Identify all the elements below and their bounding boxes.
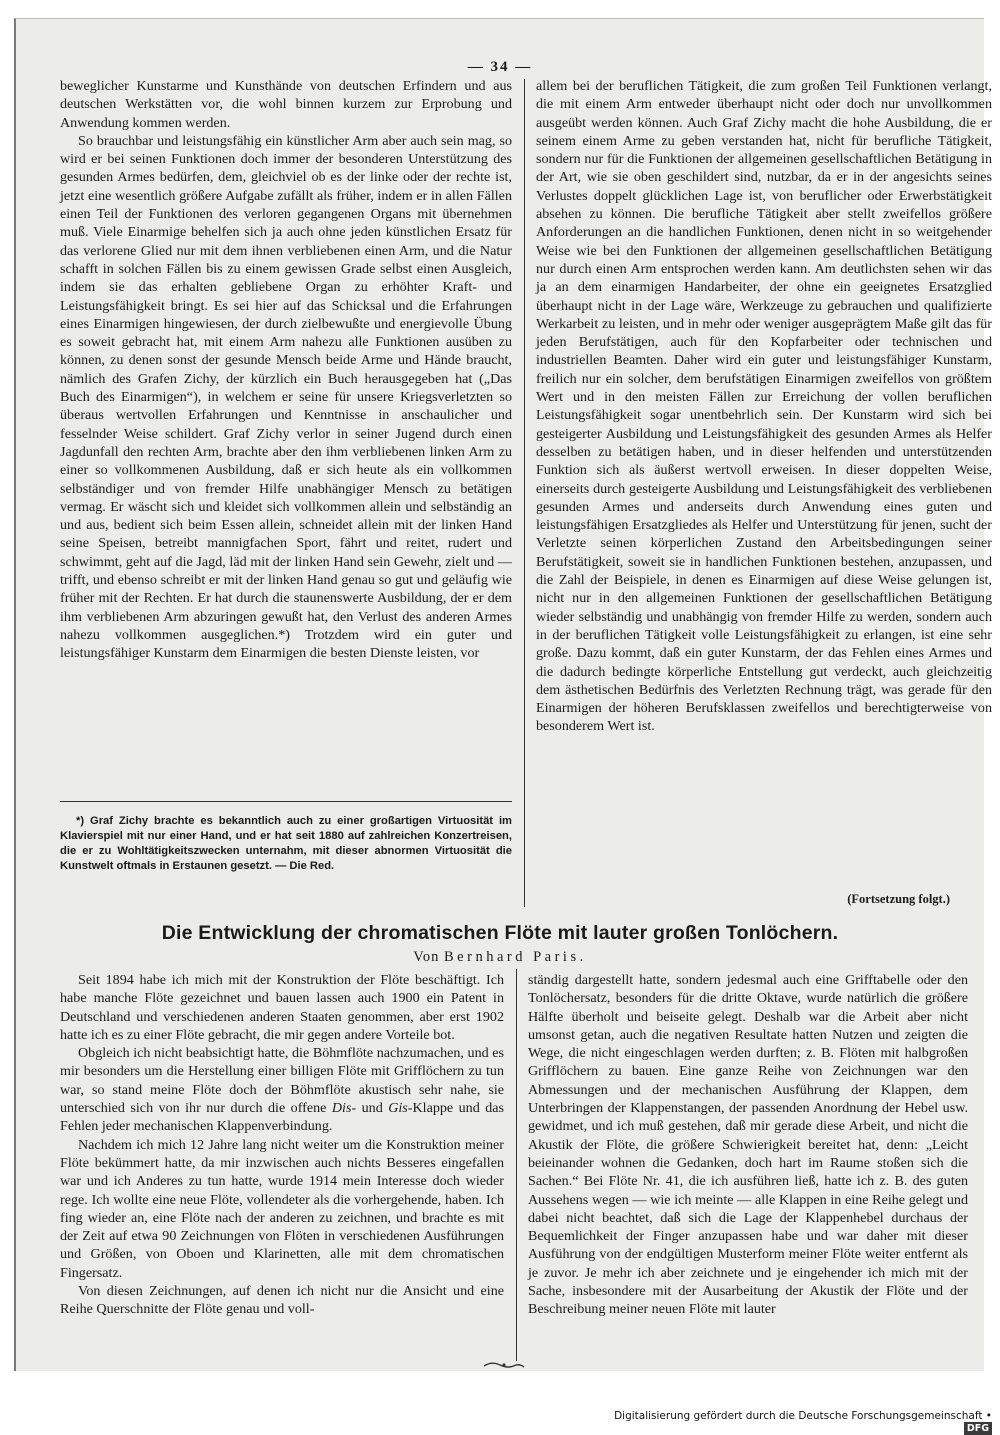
article2-title: Die Entwicklung der chromatischen Flöte mit lauter großen Tonlöchern. <box>161 922 839 944</box>
article2-left-paragraph-1: Seit 1894 habe ich mich mit der Konstruktion der Flöte beschäftigt. Ich habe manche Flöte gezeichnet und bauen lassen auch 1900 ein Patent in Deutschland und verschiedenen anderen Staaten genommen, aber erst 1902 hatte ich es zu einer Flöte gebracht, die mir gegen andere Vorteile bot. <box>60 972 504 1043</box>
continued-note: (Fortsetzung folgt.) <box>847 892 950 906</box>
page-number: — 34 — <box>467 59 533 75</box>
article2-right-column <box>528 971 968 1319</box>
credit-text: Digitalisierung gefördert durch die Deutsche Forschungsgemeinschaft • <box>614 1410 992 1422</box>
p2-text-b: und <box>361 1100 383 1117</box>
scanned-page <box>14 18 992 1371</box>
dfg-logo: DFG <box>964 1422 992 1435</box>
byline-author: Bernhard Paris. <box>444 949 587 965</box>
article1-left-paragraph-1: beweglicher Kunstarme und Kunsthände von deutschen Erfindern und aus deutschen Werkstätten vor, die wohl binnen kurzem zur Erprobung und Anwendung kommen werden. <box>60 78 512 131</box>
footnote-rule <box>60 801 512 802</box>
byline-prefix: Von <box>413 949 440 965</box>
article2-left-paragraph-2 <box>60 1044 504 1135</box>
footnote-text: *) Graf Zichy brachte es bekanntlich auch zu einer großartigen Virtuosität im Klavierspiel mit nur einer Hand, und er hat seit 1880 auf zahlreichen Konzertreisen, die er zu Wohltätigkeitszwecken unternahm, mit dieser abnormen Virtuosität die Kunstwelt oftmals in Erstaunen gesetzt. — Die Red. <box>60 815 512 872</box>
gis-key: Gis- <box>388 1100 413 1117</box>
article1-left-column <box>60 77 512 663</box>
ornament-icon <box>482 1359 526 1371</box>
dis-key: Dis- <box>331 1100 357 1117</box>
article1-right-paragraph-1: allem bei der beruflichen Tätigkeit, die zum großen Teil Funktionen verlangt, die mit einem Arm entweder überhaupt nicht oder doch nur unvollkommen ausgeübt werden können. Auch Graf Zichy macht die hohe Ausbildung, die er seinem einem Arme zu geben verstanden hat, nicht für berufliche Tätigkeit, sondern nur für die Funktionen der allgemeinen gesellschaftlichen Betätigung in der Art, wie sie oben geschildert sind, nutzbar, da er in der angesichts seines Verlustes doppelt glücklichen Lage ist, von beruflicher oder Erwerbstätigkeit absehen zu können. Die berufliche Tätigkeit aber stellt zweifellos größere Anforderungen an die handlichen Funktionen, denen nicht in so weitgehender Weise wie bei den Funktionen der allgemeinen gesellschaftlichen Betätigung nur durch einen Arm entsprochen werden kann. Am deutlichsten sehen wir das ja an dem einarmigen Handarbeiter, der ohne ein geeignetes Ersatzglied überhaupt nicht in der Lage wäre, Werkzeuge zu gebrauchen und qualifizierte Werkarbeit zu leisten, und in mehr oder weniger ausgeprägtem Maße gilt das für jeden Berufstätigen, auch für den Kopfarbeiter oder technischen und industriellen Beamten. Daher wird ein guter und leistungsfähiger Kunstarm, freilich nur ein solcher, dem berufstätigen Einarmigen zweifellos von größtem Wert und in den meisten Fällen zur Erreichung der vollen beruflichen Leistungsfähigkeit sogar unentbehrlich sein. Der Kunstarm wird sich bei gesteigerter Ausbildung und Leistungsfähigkeit des gesunden Armes als Helfer desselben zu betätigen haben, und in dieser helfenden und unterstützenden Funktion sich als äußerst wertvoll erweisen. In dieser doppelten Weise, einerseits durch gesteigerte Ausbildung und Leistungsfähigkeit des verbliebenen gesunden Armes und anderseits durch Anwendung eines guten und leistungsfähigen Ersatzgliedes als Helfer und Unterstützung für jenen, sucht der Verletzte seinen körperlichen Zustand den Arbeitsbedingungen seiner Berufstätigkeit, soweit sie in handlichen Funktionen bestehen, anzupassen, und die Zahl der Beispiele, in denen es Einarmigen auf diese Weise gelungen ist, nicht nur in den allgemeinen Funktionen der gesellschaftlichen Betätigung wieder selbständig und unabhängig von fremder Hilfe zu werden, sondern auch in der beruflichen Tätigkeit volle Leistungsfähigkeit zu erlangen, ist eine sehr große. Dazu kommt, daß ein guter Kunstarm, der das Fehlen eines Armes und die dadurch bedingte körperliche Entstellung gut verdeckt, auch gleichzeitig dem ästhetischen Bedürfnis des Verletzten Rechnung trägt, was gerade für den Einarmigen der höheren Berufsklassen zweifellos und berechtigterweise von besonderem Wert ist. <box>536 78 992 735</box>
p2-text-a: Obgleich ich nicht beabsichtigt hatte, die Böhmflöte nachzumachen, und es mir besonders um die Herstellung einer billigen Flöte mit Grifflöchern zu tun war, so stand meine Flöte doch der Böhmflöte akustisch sehr nahe, sie unterschied sich von ihr nur durch die offene <box>60 1045 504 1117</box>
p2-text-c: Klappe und das Fehlen jeder mechanischen Klappenverbindung. <box>60 1100 504 1135</box>
column-divider-top <box>524 79 525 907</box>
column-divider-bottom <box>516 969 517 1361</box>
article2-byline <box>16 949 984 966</box>
article2-left-column <box>60 971 504 1319</box>
article2-left-paragraph-4: Von diesen Zeichnungen, auf denen ich nicht nur die Ansicht und eine Reihe Querschnitte der Flöte genau und voll- <box>60 1283 504 1318</box>
article2-left-paragraph-3: Nachdem ich mich 12 Jahre lang nicht weiter um die Konstruktion meiner Flöte bekümmert hatte, da mir inzwischen auch nichts Besseres eingefallen war und ich Anderes zu tun hatte, wurde 1914 mein Interesse doch wieder rege. Ich wollte eine neue Flöte, vollendeter als die vorhergehende, haben. Ich fing wieder an, eine Flöte nach der anderen zu zeichnen, und brachte es mit der Zeit auf etwa 90 Zeichnungen von Flöten in verschiedenen Ausführungen und Größen, von Oboen und Klarinetten, alle mit dem chromatischen Fingersatz. <box>60 1136 504 1281</box>
article1-right-column <box>536 77 992 736</box>
article1-left-paragraph-2: So brauchbar und leistungsfähig ein künstlicher Arm aber auch sein mag, so wird er bei seinen Funktionen doch immer der besonderen Unterstützung des gesunden Armes bedürfen, dem, gleichviel ob es der linke oder der rechte ist, jetzt eine wesentlich größere Aufgabe zufällt als früher, indem er in allen Fällen einen Teil der Funktionen des verloren gegangenen Organs mit übernehmen muß. Viele Einarmige behelfen sich ja auch ohne jeden künstlichen Ersatz für das verlorene Glied nur mit dem ihnen verbliebenen einen Arm, und die Natur schafft in solchen Fällen bis zu einem gewissen Grade selbst einen Ausgleich, indem sie das erhalten gebliebene Organ zu erhöhter Kraft- und Leistungsfähigkeit bringt. Es sei hier auf das Schicksal und die Erfahrungen eines Einarmigen hingewiesen, der durch zielbewußte und energievolle Übung es soweit gebracht hat, mit einem Arm nahezu alle Funktionen ausüben zu können, zu denen sonst der gesunde Mensch beide Arme und Hände braucht, nämlich des Grafen Zichy, der kürzlich ein Buch herausgegeben hat („Das Buch des Einarmigen“), in welchem er seine für unsere Kriegsverletzten so überaus wertvollen Erfahrungen und Kenntnisse in anschaulicher und fesselnder Weise schildert. Graf Zichy verlor in seiner Jugend durch einen Jagdunfall den rechten Arm, brachte aber den ihm verbliebenen linken Arm zu einer so vollkommenen Ausbildung, daß er sich heute als ein vollkommen selbständiger und von fremder Hilfe unabhängiger Mensch zu betätigen vermag. Er wäscht sich und kleidet sich vollkommen allein und selbständig an und aus, bedient sich beim Essen allein, schneidet allein mit der linken Hand seine Speisen, betreibt mannigfachen Sport, fährt und reitet, rudert und schwimmt, geht auf die Jagd, läd mit der linken Hand sein Gewehr, zielt und — trifft, und ebenso schreibt er mit der linken Hand genau so gut und geläufig wie früher mit der Rechten. Er hat durch die staunenswerte Ausbildung, der er dem ihm verbliebenen Arm abzuringen gewußt hat, den Verlust des anderen Armes nahezu vollkommen ausgeglichen.*) Trotzdem wird ein guter und leistungsfähiger Kunstarm dem Einarmigen die besten Dienste leisten, vor <box>60 132 512 662</box>
article2-right-paragraph-1: ständig dargestellt hatte, sondern jedesmal auch eine Grifftabelle oder den Tonlöchersatz, besonders für die dritte Oktave, wurde natürlich die größere Hälfte überholt und beiseite gelegt. Deshalb war die Arbeit aber nicht umsonst getan, auch die negativen Resultate hatten Nutzen und zeigten die Wege, die nicht eingeschlagen werden durften; z. B. Flöten mit halbgroßen Grifflöchern zu bauen. Eine ganze Reihe von Zeichnungen war den Abmessungen und der mechanischen Ausführung der Klappen, dem Unterbringen der Klappenstangen, der passenden Anordnung der Hebel usw. gewidmet, und ich muß gestehen, daß mir gerade diese Arbeit, und nicht die Akustik der Flöte, die größere Schwierigkeit bereitet hat, denn: „Leicht beieinander wohnen die Gedanken, doch hart im Raume stoßen sich die Sachen.“ Bei Flöte Nr. 41, die ich ausführen ließ, hatte ich z. B. des guten Aussehens wegen — wie ich meinte — alle Klappen in eine Reihe gelegt und dabei nicht beachtet, daß sich die Lage der Klappenhebel durchaus der Bequemlichkeit der Finger anzupassen habe und war daher mit dieser Ausführung von der endgültigen Musterform meiner Flöte weiter entfernt als je zuvor. Je mehr ich aber zeichnete und je eingehender ich mich mit der Sache, insbesondere mit der Ausarbeitung der Akustik der Flöte und der Beschreibung meiner neuen Flöte mit lauter <box>528 972 968 1318</box>
footnote <box>60 814 512 874</box>
digitization-credit <box>612 1410 992 1434</box>
